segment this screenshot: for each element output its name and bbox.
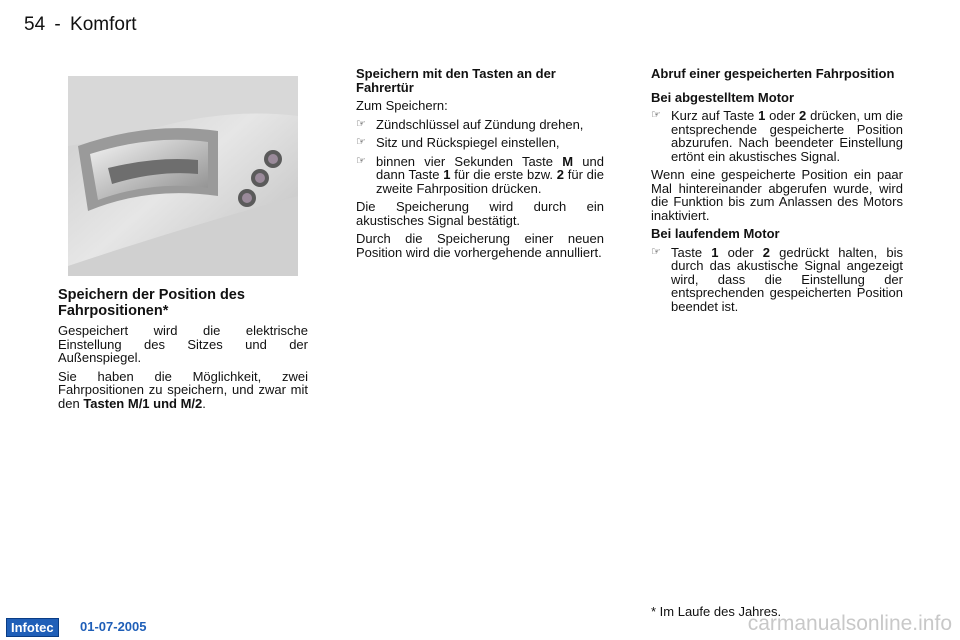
middle-bullet-3: ☞ binnen vier Sekunden Taste M und dann Taste 1 für die erste bzw. 2 für die zweite Fahrposition drücken. (356, 153, 604, 196)
left-column (58, 287, 308, 410)
right-bullet-2: ☞ Taste 1 oder 2 gedrückt halten, bis durch das akustische Signal angezeigt wird, dass die Einstellung der entsprechenden gespeicherten Position beendet ist. (651, 244, 903, 314)
pointing-hand-icon: ☞ (356, 136, 366, 148)
right-subheading-engine-on: Bei laufendem Motor (651, 226, 780, 241)
footer-date: 01-07-2005 (80, 619, 147, 634)
middle-heading: Speichern mit den Tasten an der Fahrertür (356, 66, 556, 95)
left-paragraph-2: Sie haben die Möglichkeit, zwei Fahrpositionen zu speichern, und zwar mit den Tasten M/1 und M/2. (58, 368, 308, 411)
right-subheading-engine-off: Bei abgestelltem Motor (651, 89, 795, 105)
pointing-hand-icon: ☞ (651, 109, 661, 121)
middle-column (356, 67, 604, 259)
footnote: * Im Laufe des Jahres. (651, 604, 782, 619)
brand-logo-text: Infotec (11, 620, 54, 635)
pointing-hand-icon: ☞ (356, 154, 366, 167)
right-bullet-1: ☞ Kurz auf Taste 1 oder 2 drücken, um die entsprechende gespeicherte Position abzurufen. Nach beendeter Einstellung ertönt ein akustisches Signal. (651, 108, 903, 164)
middle-paragraph-2: Durch die Speicherung einer neuen Position wird die vorhergehende annulliert. (356, 231, 604, 260)
middle-intro: Zum Speichern: (356, 98, 448, 113)
pointing-hand-icon: ☞ (356, 117, 366, 130)
middle-paragraph-1: Die Speicherung wird durch ein akustisches Signal bestätigt. (356, 199, 604, 228)
heading-line2: Fahrpositionen* (58, 303, 169, 319)
right-heading: Abruf einer gespeicherten Fahrposition (651, 66, 895, 81)
right-column (651, 67, 903, 313)
middle-bullet-1: ☞ Zündschlüssel auf Zündung drehen, (356, 116, 584, 132)
middle-bullet-2: ☞ Sitz und Rückspiegel einstellen, (356, 135, 560, 150)
watermark: carmanualsonline.info (747, 612, 952, 635)
footer-brand-badge (6, 618, 59, 637)
heading-line1: Speichern der Position des (58, 287, 245, 303)
page-number: 54 (24, 14, 46, 35)
door-panel-photo (68, 76, 298, 276)
right-paragraph-1: Wenn eine gespeicherte Position ein paar Mal hintereinander abgerufen wurde, wird die Funktion bis zum Anlassen des Motors inaktiviert. (651, 167, 903, 223)
section-heading (58, 287, 308, 319)
section-title: Komfort (70, 14, 137, 35)
left-paragraph-1: Gespeichert wird die elektrische Einstellung des Sitzes und der Außenspiegel. (58, 323, 308, 365)
header-separator: - (54, 14, 61, 35)
pointing-hand-icon: ☞ (651, 245, 661, 258)
buttons-reference: Tasten M/1 und M/2 (83, 395, 203, 411)
door-panel-illustration (68, 76, 298, 276)
page-header (24, 14, 137, 36)
